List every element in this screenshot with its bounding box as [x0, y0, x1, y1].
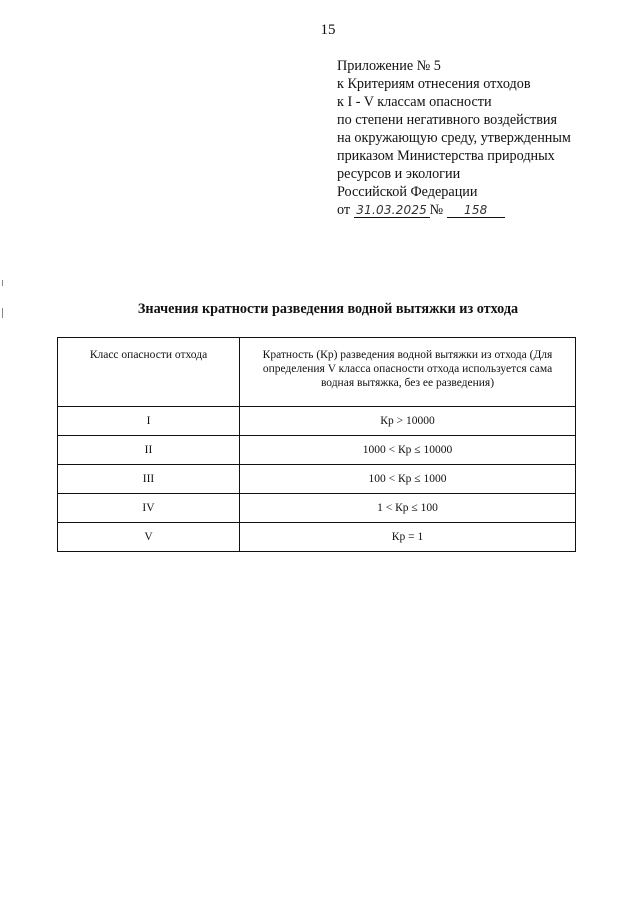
from-prefix: от: [337, 202, 351, 218]
table-row: [58, 494, 576, 523]
appendix-line: по степени негативного воздействия: [337, 112, 558, 128]
table-row: [58, 465, 576, 494]
document-title: Значения кратности разведения водной вытяжки из отхода: [137, 301, 519, 317]
header-hazard-class: Класс опасности отхода: [58, 338, 240, 407]
order-date: 31.03.2025: [354, 203, 430, 218]
cell-value: 100 < Кр ≤ 1000: [240, 465, 576, 494]
cell-value: 1 < Кр ≤ 100: [240, 494, 576, 523]
appendix-header: [337, 57, 627, 219]
table-row: [58, 523, 576, 552]
cell-class: IV: [58, 494, 240, 523]
cell-class: I: [58, 407, 240, 436]
appendix-line: ресурсов и экологии: [337, 166, 461, 182]
appendix-line: на окружающую среду, утвержденным: [337, 130, 571, 146]
scan-margin-mark: [2, 308, 3, 318]
number-sign: №: [429, 202, 444, 218]
appendix-line: к I - V классам опасности: [337, 94, 492, 110]
cell-value: Кр = 1: [240, 523, 576, 552]
scan-margin-mark: [2, 280, 3, 286]
appendix-line: приказом Министерства природных: [337, 148, 555, 164]
appendix-line: Российской Федерации: [337, 184, 478, 200]
table-header-row: [58, 338, 576, 407]
appendix-line: к Критериям отнесения отходов: [337, 76, 531, 92]
cell-class: II: [58, 436, 240, 465]
order-reference-line: [337, 201, 627, 219]
cell-class: V: [58, 523, 240, 552]
table-row: [58, 407, 576, 436]
table-row: [58, 436, 576, 465]
cell-value: Кр > 10000: [240, 407, 576, 436]
appendix-line: Приложение № 5: [337, 58, 441, 74]
cell-value: 1000 < Кр ≤ 10000: [240, 436, 576, 465]
dilution-values-table: [57, 337, 576, 552]
cell-class: III: [58, 465, 240, 494]
order-number: 158: [447, 203, 505, 218]
header-dilution-ratio: Кратность (Кр) разведения водной вытяжки из отхода (Для определения V класса опасности отхода используется сама водная вытяжка, без ее разведения): [240, 338, 576, 407]
page-number: 15: [320, 22, 336, 38]
